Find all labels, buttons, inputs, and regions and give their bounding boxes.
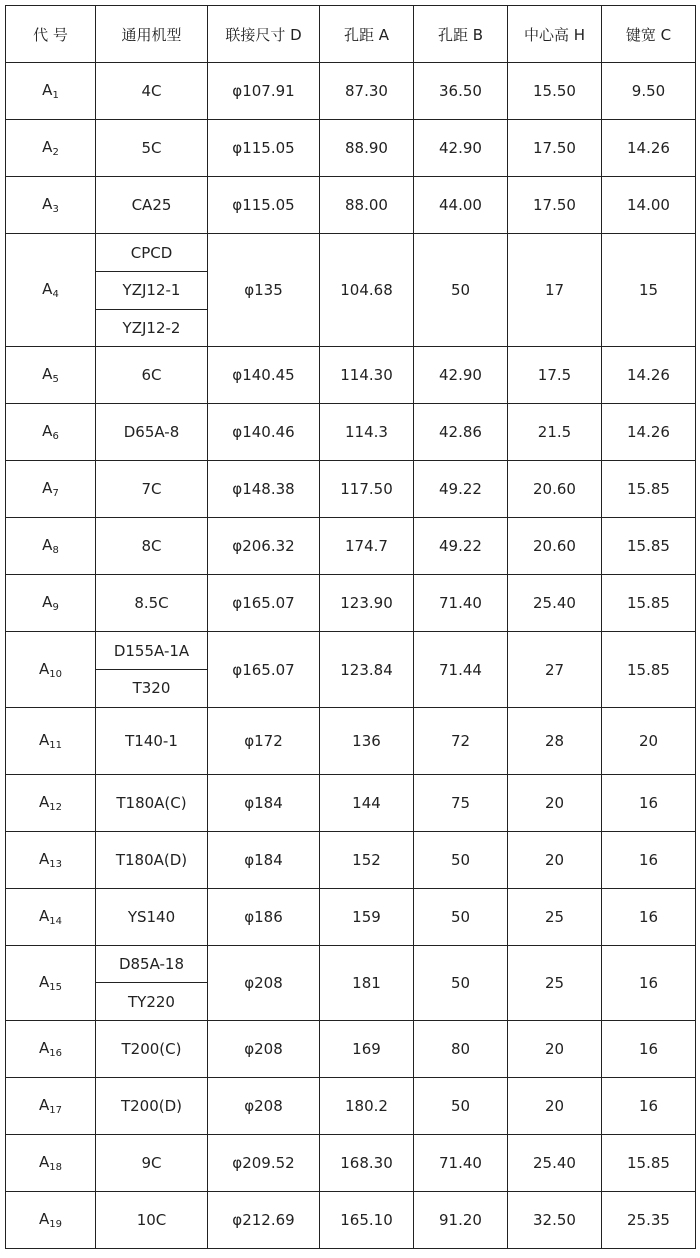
- diameter-cell: φ212.69: [208, 1191, 320, 1248]
- table-row: [6, 632, 696, 707]
- diameter-cell: φ115.05: [208, 120, 320, 177]
- hole-a-cell: 152: [320, 831, 414, 888]
- hole-b-cell: 91.20: [414, 1191, 508, 1248]
- code-letter: A: [42, 81, 53, 100]
- center-height-cell: 20.60: [508, 461, 602, 518]
- hole-a-cell: 169: [320, 1020, 414, 1077]
- table-row: [6, 1134, 696, 1191]
- code-subscript: 10: [49, 668, 62, 680]
- hole-b-cell: 71.44: [414, 632, 508, 707]
- hole-b-cell: 71.40: [414, 1134, 508, 1191]
- hole-b-cell: 42.90: [414, 120, 508, 177]
- hole-a-cell: 123.90: [320, 575, 414, 632]
- code-subscript: 2: [52, 147, 59, 159]
- model-cell: D65A-8: [96, 404, 208, 461]
- diameter-cell: φ208: [208, 945, 320, 1020]
- code-subscript: 6: [52, 431, 59, 443]
- key-width-cell: 16: [602, 1077, 696, 1134]
- key-width-cell: 14.26: [602, 404, 696, 461]
- table-row: [6, 1077, 696, 1134]
- code-cell: [6, 461, 96, 518]
- diameter-cell: φ165.07: [208, 575, 320, 632]
- sub-model: CPCD: [130, 243, 173, 262]
- center-height-cell: 17.50: [508, 120, 602, 177]
- key-width-cell: 15.85: [602, 1134, 696, 1191]
- code-cell: [6, 945, 96, 1020]
- diameter-cell: φ165.07: [208, 632, 320, 707]
- key-width-cell: 14.26: [602, 347, 696, 404]
- diameter-cell: φ140.45: [208, 347, 320, 404]
- diameter-cell: φ107.91: [208, 63, 320, 120]
- hole-a-cell: 165.10: [320, 1191, 414, 1248]
- table-row: [6, 707, 696, 774]
- code-cell: [6, 347, 96, 404]
- diameter-cell: φ184: [208, 831, 320, 888]
- code-letter: A: [42, 479, 53, 498]
- model-cell: YS140: [96, 888, 208, 945]
- table-row: [6, 347, 696, 404]
- code-subscript: 18: [49, 1161, 62, 1173]
- center-height-cell: 20: [508, 1020, 602, 1077]
- code-subscript: 4: [52, 289, 59, 301]
- key-width-cell: 15.85: [602, 461, 696, 518]
- code-subscript: 14: [49, 915, 62, 927]
- code-cell: [6, 1077, 96, 1134]
- table-row: [6, 518, 696, 575]
- code-letter: A: [39, 792, 50, 811]
- model-cell: T200(C): [96, 1020, 208, 1077]
- center-height-cell: 25: [508, 888, 602, 945]
- hole-a-cell: 136: [320, 707, 414, 774]
- diameter-cell: φ135: [208, 234, 320, 347]
- diameter-cell: φ208: [208, 1077, 320, 1134]
- code-cell: [6, 234, 96, 347]
- model-cell: 5C: [96, 120, 208, 177]
- code-letter: A: [39, 972, 50, 991]
- hole-a-cell: 180.2: [320, 1077, 414, 1134]
- diameter-cell: φ208: [208, 1020, 320, 1077]
- code-letter: A: [39, 849, 50, 868]
- center-height-cell: 20: [508, 1077, 602, 1134]
- model-stack: [96, 234, 207, 346]
- header-code: 代 号: [6, 6, 96, 63]
- model-stack: [96, 946, 207, 1020]
- key-width-cell: 20: [602, 707, 696, 774]
- center-height-cell: 17.50: [508, 177, 602, 234]
- hole-a-cell: 104.68: [320, 234, 414, 347]
- key-width-cell: 14.00: [602, 177, 696, 234]
- code-cell: [6, 707, 96, 774]
- sub-model: D155A-1A: [113, 641, 190, 660]
- model-cell: [96, 632, 208, 707]
- code-letter: A: [39, 730, 50, 749]
- center-height-cell: 17.5: [508, 347, 602, 404]
- key-width-cell: 9.50: [602, 63, 696, 120]
- center-height-cell: 17: [508, 234, 602, 347]
- model-cell: T180A(D): [96, 831, 208, 888]
- code-letter: A: [42, 280, 53, 299]
- model-cell: 7C: [96, 461, 208, 518]
- code-letter: A: [39, 1209, 50, 1228]
- code-subscript: 16: [49, 1047, 62, 1059]
- code-cell: [6, 1191, 96, 1248]
- code-letter: A: [42, 536, 53, 555]
- header-model: 通用机型: [96, 6, 208, 63]
- model-cell: T180A(C): [96, 774, 208, 831]
- code-subscript: 1: [52, 90, 59, 102]
- key-width-cell: 14.26: [602, 120, 696, 177]
- header-row: [6, 6, 696, 63]
- code-letter: A: [42, 593, 53, 612]
- diameter-cell: φ115.05: [208, 177, 320, 234]
- header-hole-a: 孔距 A: [320, 6, 414, 63]
- table-row: [6, 945, 696, 1020]
- hole-a-cell: 174.7: [320, 518, 414, 575]
- code-letter: A: [39, 1095, 50, 1114]
- hole-b-cell: 50: [414, 1077, 508, 1134]
- model-cell: 9C: [96, 1134, 208, 1191]
- center-height-cell: 25.40: [508, 1134, 602, 1191]
- code-cell: [6, 63, 96, 120]
- diameter-cell: φ140.46: [208, 404, 320, 461]
- table-row: [6, 575, 696, 632]
- code-cell: [6, 888, 96, 945]
- hole-b-cell: 50: [414, 831, 508, 888]
- table-row: [6, 888, 696, 945]
- code-subscript: 3: [52, 204, 59, 216]
- header-hole-b: 孔距 B: [414, 6, 508, 63]
- hole-b-cell: 42.86: [414, 404, 508, 461]
- model-stack: [96, 633, 207, 707]
- code-subscript: 9: [52, 602, 59, 614]
- hole-a-cell: 88.90: [320, 120, 414, 177]
- header-key-width: 键宽 C: [602, 6, 696, 63]
- hole-b-cell: 72: [414, 707, 508, 774]
- key-width-cell: 16: [602, 888, 696, 945]
- key-width-cell: 15.85: [602, 575, 696, 632]
- center-height-cell: 21.5: [508, 404, 602, 461]
- hole-a-cell: 168.30: [320, 1134, 414, 1191]
- code-cell: [6, 518, 96, 575]
- center-height-cell: 25: [508, 945, 602, 1020]
- hole-b-cell: 50: [414, 945, 508, 1020]
- key-width-cell: 15.85: [602, 632, 696, 707]
- diameter-cell: φ209.52: [208, 1134, 320, 1191]
- code-cell: [6, 120, 96, 177]
- table-row: [6, 1191, 696, 1248]
- code-letter: A: [39, 906, 50, 925]
- code-letter: A: [39, 659, 50, 678]
- table-row: [6, 234, 696, 347]
- code-cell: [6, 1020, 96, 1077]
- hole-a-cell: 114.30: [320, 347, 414, 404]
- table-body: [6, 63, 696, 1249]
- code-letter: A: [39, 1038, 50, 1057]
- diameter-cell: φ172: [208, 707, 320, 774]
- sub-model: YZJ12-1: [96, 271, 207, 309]
- hole-b-cell: 49.22: [414, 518, 508, 575]
- hole-b-cell: 75: [414, 774, 508, 831]
- sub-model: TY220: [96, 982, 207, 1020]
- center-height-cell: 20: [508, 774, 602, 831]
- code-cell: [6, 831, 96, 888]
- header-center-height: 中心高 H: [508, 6, 602, 63]
- table-row: [6, 774, 696, 831]
- center-height-cell: 28: [508, 707, 602, 774]
- hole-a-cell: 181: [320, 945, 414, 1020]
- code-letter: A: [42, 365, 53, 384]
- diameter-cell: φ184: [208, 774, 320, 831]
- hole-a-cell: 123.84: [320, 632, 414, 707]
- spec-table: [5, 5, 696, 1249]
- sub-model: T320: [96, 669, 207, 707]
- code-subscript: 13: [49, 858, 62, 870]
- model-cell: 8C: [96, 518, 208, 575]
- model-cell: 10C: [96, 1191, 208, 1248]
- hole-b-cell: 50: [414, 888, 508, 945]
- key-width-cell: 16: [602, 831, 696, 888]
- code-subscript: 19: [49, 1218, 62, 1230]
- table-row: [6, 461, 696, 518]
- code-subscript: 17: [49, 1104, 62, 1116]
- hole-a-cell: 144: [320, 774, 414, 831]
- center-height-cell: 20: [508, 831, 602, 888]
- center-height-cell: 27: [508, 632, 602, 707]
- code-subscript: 11: [49, 739, 62, 751]
- code-subscript: 15: [49, 981, 62, 993]
- table-row: [6, 404, 696, 461]
- code-subscript: 7: [52, 488, 59, 500]
- code-letter: A: [39, 1152, 50, 1171]
- code-letter: A: [42, 422, 53, 441]
- hole-b-cell: 44.00: [414, 177, 508, 234]
- model-cell: T200(D): [96, 1077, 208, 1134]
- hole-b-cell: 49.22: [414, 461, 508, 518]
- code-subscript: 12: [49, 801, 62, 813]
- sub-model: YZJ12-2: [96, 309, 207, 347]
- model-cell: [96, 945, 208, 1020]
- hole-b-cell: 80: [414, 1020, 508, 1077]
- key-width-cell: 15: [602, 234, 696, 347]
- diameter-cell: φ148.38: [208, 461, 320, 518]
- code-cell: [6, 404, 96, 461]
- code-letter: A: [42, 138, 53, 157]
- code-cell: [6, 575, 96, 632]
- table-row: [6, 177, 696, 234]
- model-cell: [96, 234, 208, 347]
- model-cell: 6C: [96, 347, 208, 404]
- hole-a-cell: 117.50: [320, 461, 414, 518]
- code-cell: [6, 632, 96, 707]
- diameter-cell: φ186: [208, 888, 320, 945]
- center-height-cell: 20.60: [508, 518, 602, 575]
- table-row: [6, 1020, 696, 1077]
- hole-a-cell: 88.00: [320, 177, 414, 234]
- table-row: [6, 831, 696, 888]
- hole-a-cell: 87.30: [320, 63, 414, 120]
- center-height-cell: 15.50: [508, 63, 602, 120]
- diameter-cell: φ206.32: [208, 518, 320, 575]
- key-width-cell: 16: [602, 945, 696, 1020]
- header-diameter: 联接尺寸 D: [208, 6, 320, 63]
- model-cell: CA25: [96, 177, 208, 234]
- code-letter: A: [42, 195, 53, 214]
- key-width-cell: 16: [602, 1020, 696, 1077]
- model-cell: T140-1: [96, 707, 208, 774]
- hole-b-cell: 36.50: [414, 63, 508, 120]
- code-subscript: 8: [52, 545, 59, 557]
- center-height-cell: 25.40: [508, 575, 602, 632]
- key-width-cell: 15.85: [602, 518, 696, 575]
- hole-b-cell: 50: [414, 234, 508, 347]
- code-cell: [6, 177, 96, 234]
- model-cell: 4C: [96, 63, 208, 120]
- key-width-cell: 16: [602, 774, 696, 831]
- hole-a-cell: 114.3: [320, 404, 414, 461]
- hole-b-cell: 71.40: [414, 575, 508, 632]
- code-subscript: 5: [52, 374, 59, 386]
- code-cell: [6, 1134, 96, 1191]
- center-height-cell: 32.50: [508, 1191, 602, 1248]
- key-width-cell: 25.35: [602, 1191, 696, 1248]
- sub-model: D85A-18: [118, 955, 185, 973]
- hole-a-cell: 159: [320, 888, 414, 945]
- table-row: [6, 120, 696, 177]
- table-row: [6, 63, 696, 120]
- code-cell: [6, 774, 96, 831]
- hole-b-cell: 42.90: [414, 347, 508, 404]
- model-cell: 8.5C: [96, 575, 208, 632]
